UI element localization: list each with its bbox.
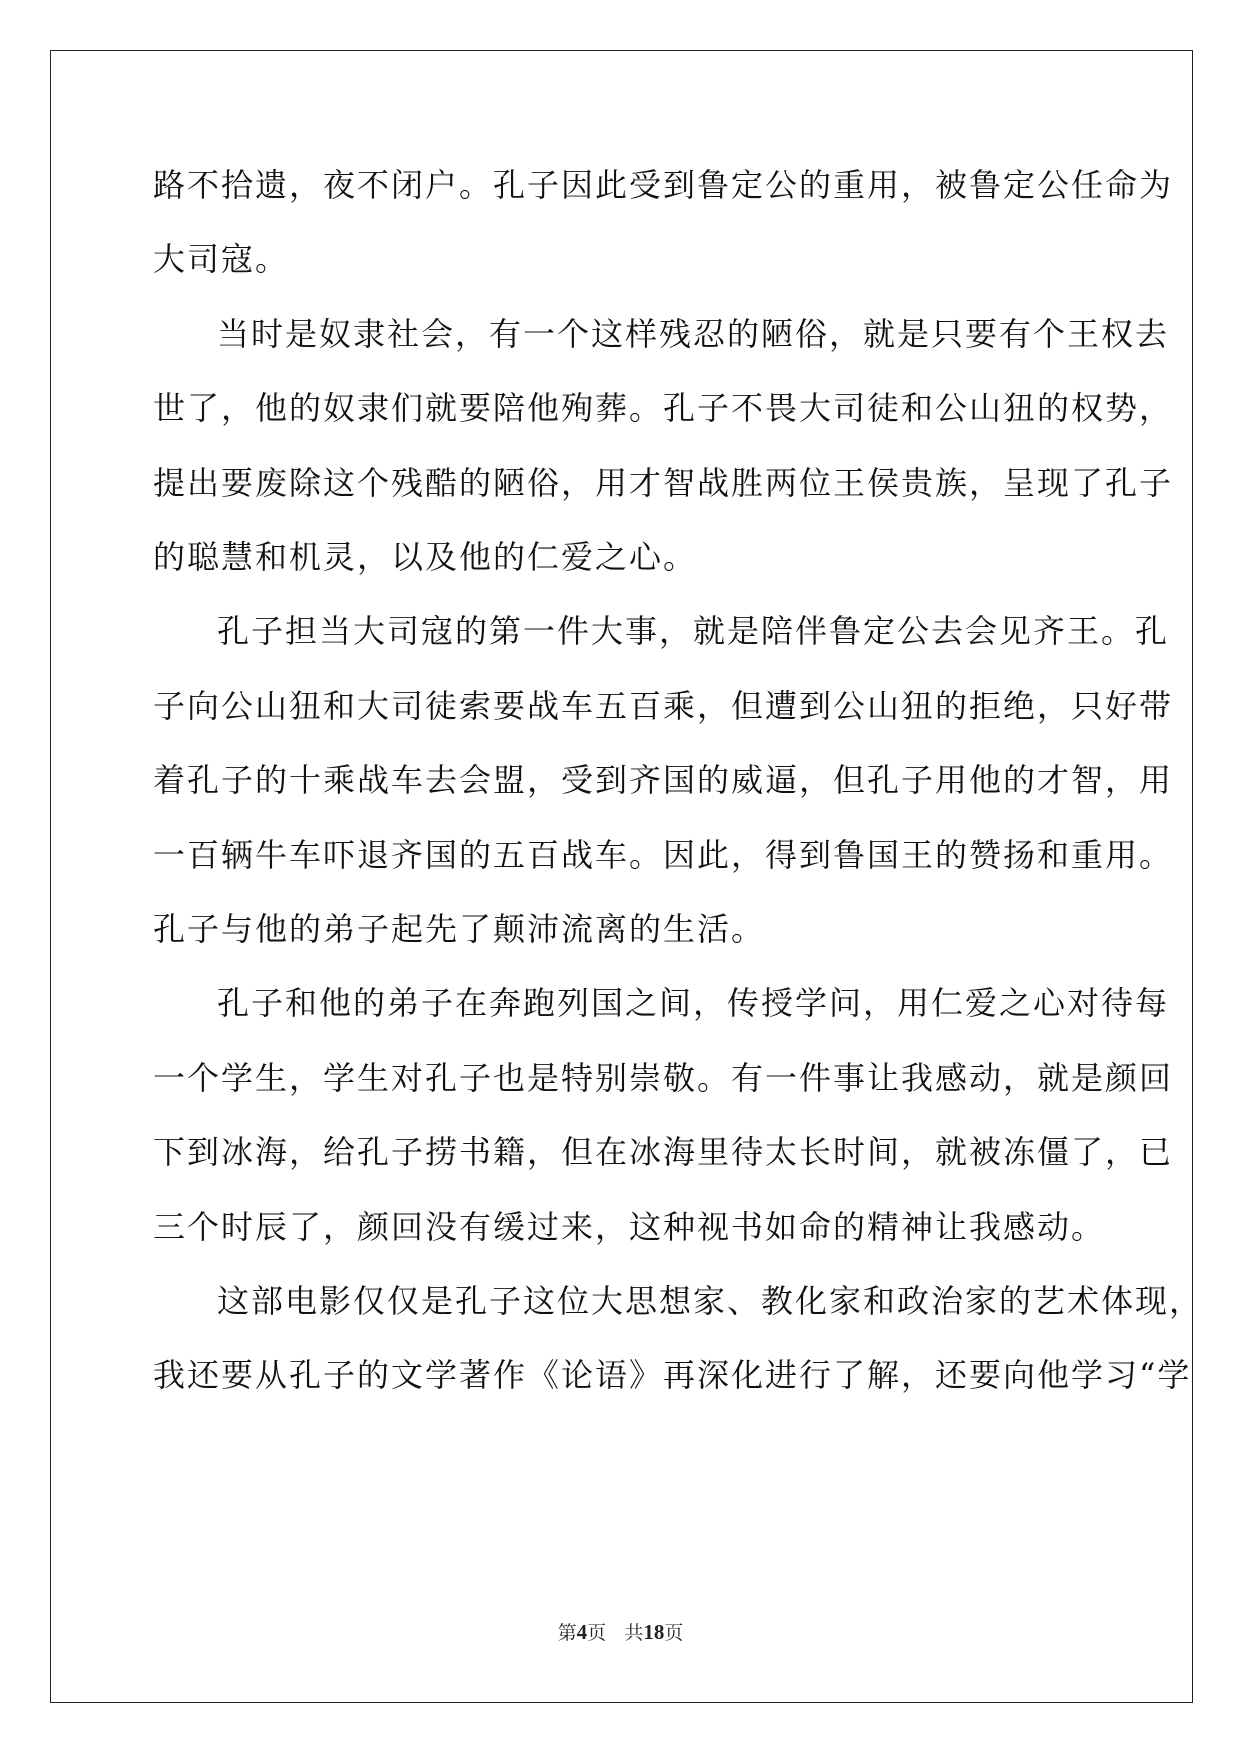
text-line: 着孔子的十乘战车去会盟，受到齐国的威逼，但孔子用他的才智，用 (153, 761, 1174, 799)
text-line: 我还要从孔子的文学著作《论语》再深化进行了解，还要向他学习“学 (153, 1356, 1192, 1394)
text-line: 路不拾遗，夜不闭户。孔子因此受到鲁定公的重用，被鲁定公任命为 (153, 166, 1174, 204)
page-footer (0, 1620, 1241, 1645)
text-line: 提出要废除这个残酷的陋俗，用才智战胜两位王侯贵族，呈现了孔子 (153, 464, 1174, 502)
page-border (50, 50, 1193, 1703)
paragraph-first-line: 当时是奴隶社会，有一个这样残忍的陋俗，就是只要有个王权去 (217, 315, 1170, 353)
text-line: 的聪慧和机灵，以及他的仁爱之心。 (153, 538, 698, 576)
text-line: 三个时辰了，颜回没有缓过来，这种视书如命的精神让我感动。 (153, 1208, 1106, 1246)
text-line: 世了，他的奴隶们就要陪他殉葬。孔子不畏大司徒和公山狃的权势， (153, 389, 1174, 427)
text-line: 下到冰海，给孔子捞书籍，但在冰海里待太长时间，就被冻僵了，已 (153, 1133, 1174, 1171)
text-line: 一百辆牛车吓退齐国的五百战车。因此，得到鲁国王的赞扬和重用。 (153, 836, 1174, 874)
page-prefix: 第 (557, 1622, 577, 1644)
text-line: 孔子与他的弟子起先了颠沛流离的生活。 (153, 910, 766, 948)
paragraph-first-line: 孔子和他的弟子在奔跑列国之间，传授学问，用仁爱之心对待每 (217, 984, 1170, 1022)
page-number: 4 (576, 1620, 588, 1644)
total-pages: 18 (643, 1620, 665, 1644)
paragraph-first-line: 孔子担当大司寇的第一件大事，就是陪伴鲁定公去会见齐王。孔 (217, 612, 1170, 650)
text-line: 大司寇。 (153, 240, 290, 278)
total-prefix: 共 (624, 1622, 644, 1644)
text-line: 一个学生，学生对孔子也是特别崇敬。有一件事让我感动，就是颜回 (153, 1059, 1174, 1097)
page-suffix: 页 (587, 1622, 607, 1644)
paragraph-first-line: 这部电影仅仅是孔子这位大思想家、教化家和政治家的艺术体现， (217, 1282, 1204, 1320)
text-line: 子向公山狃和大司徒索要战车五百乘，但遭到公山狃的拒绝，只好带 (153, 687, 1174, 725)
total-suffix: 页 (664, 1622, 684, 1644)
